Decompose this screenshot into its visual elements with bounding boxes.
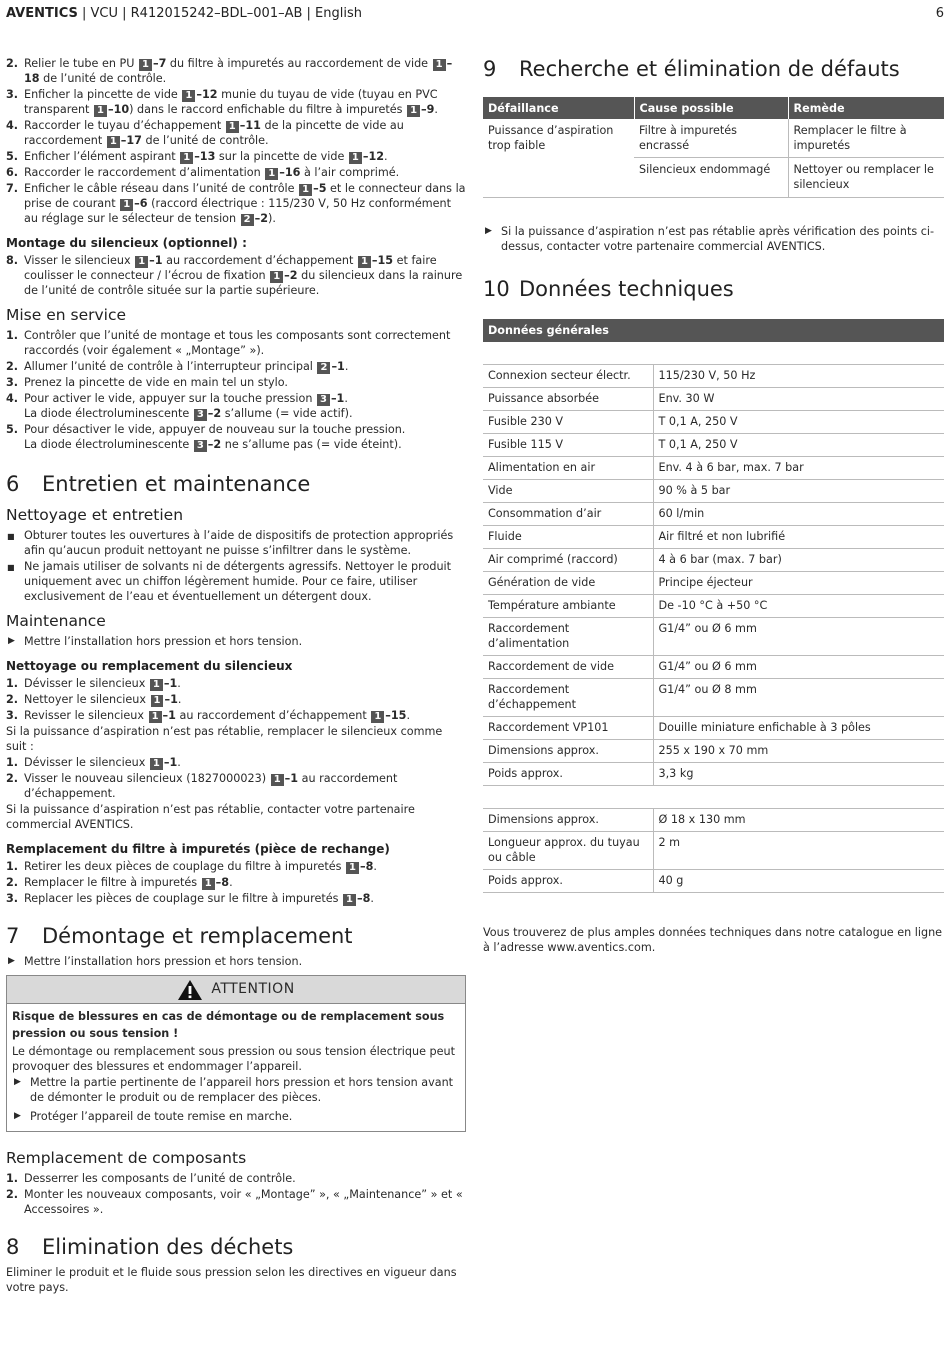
step-number: 2. <box>6 57 19 70</box>
tech-value: Ø 18 x 130 mm <box>653 809 944 832</box>
tech-value: 3,3 kg <box>653 763 944 786</box>
figure-ref-number: –2 <box>254 212 269 225</box>
warning-box <box>6 975 466 1132</box>
doc-info: | VCU | R412015242–BDL–001–AB | English <box>77 6 362 21</box>
figure-ref-number: –8 <box>356 892 371 905</box>
figure-ref-number: –12 <box>196 88 218 101</box>
step-number: 2. <box>6 693 19 706</box>
step-text: . <box>434 103 438 116</box>
tech-label: Raccordement d’échappement <box>483 679 653 717</box>
figure-ref-box: 1 <box>271 774 284 786</box>
silencer-mount-steps <box>6 253 466 298</box>
step-number: 3. <box>6 376 19 389</box>
figure-ref-box: 1 <box>180 152 193 164</box>
warning-label: ATTENTION <box>211 981 295 997</box>
step-text: Raccorder le raccordement d’alimentation <box>24 166 265 179</box>
step-text: La diode électroluminescente <box>24 407 193 420</box>
tech-label: Raccordement d’alimentation <box>483 618 653 656</box>
step-text: au raccordement d’échappement. <box>24 772 398 800</box>
figure-ref-box: 1 <box>182 90 195 102</box>
list-item <box>6 165 466 180</box>
figure-ref-box: 2 <box>241 214 254 226</box>
list-item: ▶ Mettre l’installation hors pression et hors tension. <box>8 635 303 648</box>
step-text: ). <box>268 212 276 225</box>
table-row <box>483 572 944 595</box>
step-text: et le connecteur dans la prise de courant <box>24 182 466 210</box>
right-column <box>483 56 944 956</box>
step-text: Enficher le câble réseau dans l’unité de contrôle <box>24 182 299 195</box>
tech-label: Raccordement VP101 <box>483 717 653 740</box>
tech-label: Fusible 230 V <box>483 411 653 434</box>
silencer-note-2: Si la puissance d’aspiration n’est pas rétablie, contacter votre partenaire commercial AVENTICS. <box>6 803 415 831</box>
tech-label: Température ambiante <box>483 595 653 618</box>
tech-value: 90 % à 5 bar <box>653 480 944 503</box>
tech-label: Poids approx. <box>483 763 653 786</box>
step-number: 1. <box>6 1172 19 1185</box>
figure-ref-box: 3 <box>194 409 207 421</box>
step-text: Desserrer les composants de l’unité de contrôle. <box>24 1172 296 1185</box>
table-row <box>483 411 944 434</box>
tech-value: Douille miniature enfichable à 3 pôles <box>653 717 944 740</box>
triangle-bullet-icon: ▶ <box>8 956 15 966</box>
list-item <box>6 891 466 906</box>
table-row <box>483 434 944 457</box>
tech-value: Air filtré et non lubrifié <box>653 526 944 549</box>
warning-list <box>12 1075 460 1124</box>
table-row <box>483 870 944 893</box>
step-text: . <box>373 860 377 873</box>
list-item <box>6 708 466 723</box>
silencer-clean-title: Nettoyage ou remplacement du silencieux <box>6 659 293 673</box>
figure-ref-number: –8 <box>215 876 230 889</box>
tech-label: Connexion secteur électr. <box>483 365 653 388</box>
list-item <box>6 87 466 117</box>
step-text: . <box>177 677 181 690</box>
figure-ref-box: 1 <box>371 711 384 723</box>
table-row: Silencieux endommagé Nettoyer ou remplacer le silencieux <box>483 158 944 198</box>
step-text: munie du tuyau de vide (tuyau en PVC transparent <box>24 88 438 116</box>
list-item <box>6 676 466 691</box>
table-row <box>483 809 944 832</box>
left-column <box>6 56 466 1296</box>
step-text: au raccordement d’échappement <box>175 709 371 722</box>
step-text: sur la pincette de vide <box>215 150 348 163</box>
warning-header <box>7 976 465 1004</box>
step-text: ) dans le raccord enfichable du filtre à impuretés <box>129 103 407 116</box>
list-item: ▶ Mettre la partie pertinente de l’appareil hors pression et hors tension avant de démonter le produit ou de remplacer des pièces. <box>14 1076 454 1104</box>
list-item: ▶ Mettre l’installation hors pression et hors tension. <box>8 955 303 968</box>
list-item: ▶ Si la puissance d’aspiration n’est pas rétablie après vérification des points ci-dessus, contacter votre partenaire commercial AVENTICS. <box>485 225 935 253</box>
tech-value: 60 l/min <box>653 503 944 526</box>
figure-ref-number: –11 <box>239 119 261 132</box>
tech-value: 40 g <box>653 870 944 893</box>
figure-ref-number: –1 <box>163 677 178 690</box>
list-item <box>6 1187 466 1217</box>
step-text: Allumer l’unité de contrôle à l’interrupteur principal <box>24 360 317 373</box>
silencer-replace-steps <box>6 755 466 801</box>
tech-value: 115/230 V, 50 Hz <box>653 365 944 388</box>
tech-value: G1/4” ou Ø 6 mm <box>653 656 944 679</box>
fault-note-list <box>483 224 944 254</box>
table-row <box>483 679 944 717</box>
warning-bold-text: Risque de blessures en cas de démontage ou de remplacement sous pression ou sous tension ! <box>12 1010 445 1040</box>
triangle-bullet-icon: ▶ <box>14 1111 21 1121</box>
tech-value: 4 à 6 bar (max. 7 bar) <box>653 549 944 572</box>
section-10-title: 10 Données techniques <box>483 277 734 301</box>
tech-label: Vide <box>483 480 653 503</box>
figure-ref-number: –8 <box>359 860 374 873</box>
table-row <box>483 832 944 870</box>
figure-ref-box: 1 <box>135 256 148 268</box>
silencer-note: Si la puissance d’aspiration n’est pas rétablie, remplacer le silencieux comme suit : <box>6 725 443 753</box>
page-header <box>6 6 944 26</box>
figure-ref-box: 1 <box>265 168 278 180</box>
step-number: 2. <box>6 876 19 889</box>
figure-ref-number: –1 <box>149 254 163 267</box>
tech-value: T 0,1 A, 250 V <box>653 434 944 457</box>
step-number: 2. <box>6 772 19 785</box>
triangle-bullet-icon: ▶ <box>485 226 492 236</box>
table-row <box>483 717 944 740</box>
figure-ref-box: 1 <box>433 59 446 71</box>
filter-steps <box>6 859 466 906</box>
tech-label: Longueur approx. du tuyau ou câble <box>483 832 653 870</box>
tech-label: Dimensions approx. <box>483 809 653 832</box>
list-item <box>6 181 466 226</box>
step-number: 6. <box>6 166 19 179</box>
list-item <box>6 118 466 148</box>
section-7-title: 7 Démontage et remplacement <box>6 924 353 948</box>
figure-ref-number: –18 <box>24 57 453 85</box>
step-number: 5. <box>6 150 19 163</box>
step-text: Raccorder le tuyau d’échappement <box>24 119 225 132</box>
table-row <box>483 365 944 388</box>
tech-value: G1/4” ou Ø 6 mm <box>653 618 944 656</box>
step-text: de la pincette de vide au raccordement <box>24 119 404 147</box>
components-title: Remplacement de composants <box>6 1149 247 1167</box>
figure-ref-number: –13 <box>194 150 216 163</box>
step-text: ne s’allume pas (= vide éteint). <box>221 438 402 451</box>
step-text: de l’unité de contrôle. <box>141 134 269 147</box>
tech-label: Air comprimé (raccord) <box>483 549 653 572</box>
figure-ref-box: 1 <box>150 758 163 770</box>
list-item <box>6 875 466 890</box>
step-number: 1. <box>6 677 19 690</box>
tech-value: Env. 30 W <box>653 388 944 411</box>
step-text: du filtre à impuretés au raccordement de vide <box>166 57 432 70</box>
commissioning-steps <box>6 328 466 452</box>
list-item <box>6 253 466 298</box>
tech-label: Génération de vide <box>483 572 653 595</box>
tech-label: Alimentation en air <box>483 457 653 480</box>
figure-ref-number: –1 <box>331 360 345 373</box>
tech-label: Poids approx. <box>483 870 653 893</box>
list-item <box>6 1171 466 1186</box>
figure-ref-number: –15 <box>385 709 407 722</box>
fault-header-remedy: Remède <box>788 97 944 119</box>
step-text: La diode électroluminescente <box>24 438 193 451</box>
table-row <box>483 526 944 549</box>
tech-value: Principe éjecteur <box>653 572 944 595</box>
maintenance-list <box>6 634 466 649</box>
step-text: Replacer les pièces de couplage sur le filtre à impuretés <box>24 892 342 905</box>
step-text: Dévisser le silencieux <box>24 756 149 769</box>
tech-value: Env. 4 à 6 bar, max. 7 bar <box>653 457 944 480</box>
section-8-title: 8 Elimination des déchets <box>6 1235 294 1259</box>
step-text: Enficher la pincette de vide <box>24 88 182 101</box>
step-text: (raccord électrique : 115/230 V, 50 Hz conformément au réglage sur le sélecteur de tension <box>24 197 451 225</box>
step-text: Contrôler que l’unité de montage et tous les composants sont correctement raccordés (voir également « „Montage” »). <box>24 329 451 357</box>
silencer-mount-title: Montage du silencieux (optionnel) : <box>6 236 247 250</box>
figure-ref-number: –6 <box>134 197 148 210</box>
step-text: Prenez la pincette de vide en main tel un stylo. <box>24 376 288 389</box>
step-text: à l’air comprimé. <box>300 166 400 179</box>
step-text: . <box>177 756 181 769</box>
step-number: 3. <box>6 892 19 905</box>
step-text: . <box>344 392 348 405</box>
figure-ref-box: 1 <box>299 184 312 196</box>
brand-name: AVENTICS <box>6 6 78 21</box>
list-item <box>6 375 466 390</box>
step-number: 3. <box>6 709 19 722</box>
cleaning-title: Nettoyage et entretien <box>6 506 184 524</box>
figure-ref-number: –1 <box>163 756 178 769</box>
table-row <box>483 549 944 572</box>
list-item <box>6 391 466 421</box>
step-text: du silencieux dans la rainure de l’unité de contrôle située sur la partie supérieure. <box>24 269 463 297</box>
table-row: Puissance d’aspiration trop faible Filtre à impuretés encrassé Remplacer le filtre à impuretés <box>483 119 944 158</box>
step-number: 4. <box>6 392 19 405</box>
square-bullet-icon: ■ <box>7 563 15 572</box>
figure-ref-number: –9 <box>421 103 435 116</box>
list-item <box>6 56 466 86</box>
step-text: . <box>406 709 411 722</box>
tech-value: 255 x 190 x 70 mm <box>653 740 944 763</box>
step-number: 1. <box>6 329 19 342</box>
list-item <box>6 771 466 801</box>
list-item <box>6 328 466 358</box>
figure-ref-number: –15 <box>371 254 394 267</box>
table-row <box>483 595 944 618</box>
silencer-clean-steps <box>6 676 466 723</box>
section-6-title: 6 Entretien et maintenance <box>6 472 311 496</box>
tech-label: Raccordement de vide <box>483 656 653 679</box>
step-number: 1. <box>6 756 19 769</box>
table-row <box>483 480 944 503</box>
components-steps <box>6 1171 466 1217</box>
list-item: ■ Ne jamais utiliser de solvants ni de détergents agressifs. Nettoyer le produit uniquement avec un chiffon légèrement humide. Pour ce faire, utiliser exclusivement de l’eau et éventuellement un détergent doux. <box>7 560 452 603</box>
closing-note: Vous trouverez de plus amples données techniques dans notre catalogue en ligne à l’adresse www.aventics.com. <box>483 926 943 954</box>
fault-header-failure: Défaillance <box>483 97 634 119</box>
maintenance-title: Maintenance <box>6 612 106 630</box>
step-number: 4. <box>6 119 19 132</box>
step-number: 3. <box>6 88 19 101</box>
figure-ref-box: 1 <box>149 711 162 723</box>
list-item: ■ Obturer toutes les ouvertures à l’aide de dispositifs de protection appropriés afin qu’aucun produit nettoyant ne puisse s’infiltrer dans le système. <box>7 529 454 557</box>
tech-label: Fluide <box>483 526 653 549</box>
figure-ref-box: 2 <box>317 362 330 374</box>
step-text: s’allume (= vide actif). <box>221 407 353 420</box>
warning-text: Le démontage ou remplacement sous pression ou sous tension électrique peut provoquer des blessures et endommager l’appareil. <box>12 1045 455 1073</box>
figure-ref-box: 1 <box>107 136 120 148</box>
list-item: ▶ Protéger l’appareil de toute remise en marche. <box>14 1110 293 1123</box>
figure-ref-number: –16 <box>279 166 301 179</box>
step-text: Dévisser le silencieux <box>24 677 149 690</box>
table-row <box>483 740 944 763</box>
warning-triangle-icon <box>177 979 203 1001</box>
figure-ref-box: 1 <box>120 199 133 211</box>
list-item <box>6 755 466 770</box>
tech-value: De -10 °C à +50 °C <box>653 595 944 618</box>
section-9-title: 9 Recherche et élimination de défauts <box>483 57 900 81</box>
figure-ref-number: –2 <box>207 407 222 420</box>
tech-value: G1/4” ou Ø 8 mm <box>653 679 944 717</box>
tech-value: T 0,1 A, 250 V <box>653 411 944 434</box>
step-text: Relier le tube en PU <box>24 57 138 70</box>
commissioning-title: Mise en service <box>6 306 127 324</box>
tech-label: Dimensions approx. <box>483 740 653 763</box>
cleaning-list <box>6 528 466 604</box>
figure-ref-box: 1 <box>94 105 107 117</box>
tech-value: 2 m <box>653 832 944 870</box>
section-7-list <box>6 954 466 969</box>
step-text: . <box>229 876 233 889</box>
figure-ref-box: 1 <box>349 152 362 164</box>
figure-ref-number: –1 <box>164 693 178 706</box>
table-row <box>483 618 944 656</box>
fault-header-cause: Cause possible <box>634 97 788 119</box>
figure-ref-box: 1 <box>270 271 283 283</box>
triangle-bullet-icon: ▶ <box>14 1077 21 1087</box>
step-number: 5. <box>6 423 19 436</box>
step-text: Nettoyer le silencieux <box>24 693 150 706</box>
figure-ref-box: 1 <box>139 59 152 71</box>
page-number: 6 <box>935 6 944 21</box>
list-item <box>6 859 466 874</box>
fault-table <box>483 97 944 198</box>
figure-ref-number: –1 <box>284 772 299 785</box>
step-text: Visser le silencieux <box>24 254 135 267</box>
figure-ref-box: 1 <box>343 894 356 906</box>
figure-ref-box: 1 <box>151 695 164 707</box>
list-item <box>6 149 466 164</box>
figure-ref-number: –2 <box>284 269 298 282</box>
install-steps <box>6 56 466 226</box>
list-item <box>6 359 466 374</box>
table-row <box>483 503 944 526</box>
figure-ref-number: –2 <box>207 438 222 451</box>
general-data-header: Données générales <box>483 319 944 342</box>
figure-ref-number: –17 <box>120 134 142 147</box>
square-bullet-icon: ■ <box>7 532 15 541</box>
step-text: . <box>370 892 374 905</box>
step-text: . <box>384 150 388 163</box>
list-item <box>6 692 466 707</box>
step-text: Monter les nouveaux composants, voir « „Montage” », « „Maintenance” » et « Accessoires ». <box>24 1188 463 1216</box>
table-row <box>483 656 944 679</box>
step-number: 8. <box>6 254 19 267</box>
figure-ref-box: 1 <box>346 862 359 874</box>
step-text: au raccordement d’échappement <box>162 254 357 267</box>
tech-label: Fusible 115 V <box>483 434 653 457</box>
figure-ref-box: 1 <box>226 121 239 133</box>
step-text: Visser le nouveau silencieux (1827000023) <box>24 772 270 785</box>
figure-ref-number: –7 <box>152 57 167 70</box>
tech-table-2 <box>483 808 944 893</box>
step-text: Retirer les deux pièces de couplage du filtre à impuretés <box>24 860 345 873</box>
table-row <box>483 763 944 786</box>
step-text: Remplacer le filtre à impuretés <box>24 876 201 889</box>
triangle-bullet-icon: ▶ <box>8 636 15 646</box>
tech-label: Consommation d’air <box>483 503 653 526</box>
step-text: . <box>177 693 182 706</box>
step-number: 1. <box>6 860 19 873</box>
figure-ref-number: –10 <box>107 103 130 116</box>
list-item <box>6 422 466 452</box>
figure-ref-box: 1 <box>150 679 163 691</box>
table-row <box>483 388 944 411</box>
figure-ref-number: –12 <box>362 150 385 163</box>
step-text: de l’unité de contrôle. <box>39 72 167 85</box>
figure-ref-box: 1 <box>202 878 215 890</box>
figure-ref-number: –5 <box>313 182 327 195</box>
step-number: 2. <box>6 1188 19 1201</box>
step-text: et faire coulisser le connecteur / l’écrou de fixation <box>24 254 437 282</box>
filter-title: Remplacement du filtre à impuretés (pièce de rechange) <box>6 842 390 856</box>
step-text: Pour désactiver le vide, appuyer de nouveau sur la touche pression. <box>24 423 406 436</box>
figure-ref-number: –1 <box>162 709 176 722</box>
step-text: Pour activer le vide, appuyer sur la touche pression <box>24 392 316 405</box>
tech-label: Puissance absorbée <box>483 388 653 411</box>
step-text: Enficher l’élément aspirant <box>24 150 180 163</box>
step-number: 2. <box>6 360 19 373</box>
step-text: . <box>344 360 349 373</box>
section-8-text: Eliminer le produit et le fluide sous pression selon les directives en vigueur dans votre pays. <box>6 1266 457 1294</box>
table-row <box>483 457 944 480</box>
figure-ref-number: –1 <box>330 392 345 405</box>
figure-ref-box: 3 <box>317 394 330 406</box>
step-number: 7. <box>6 182 19 195</box>
figure-ref-box: 1 <box>358 256 371 268</box>
tech-table <box>483 364 944 786</box>
figure-ref-box: 3 <box>194 440 207 452</box>
step-text: Revisser le silencieux <box>24 709 148 722</box>
figure-ref-box: 1 <box>407 105 420 117</box>
